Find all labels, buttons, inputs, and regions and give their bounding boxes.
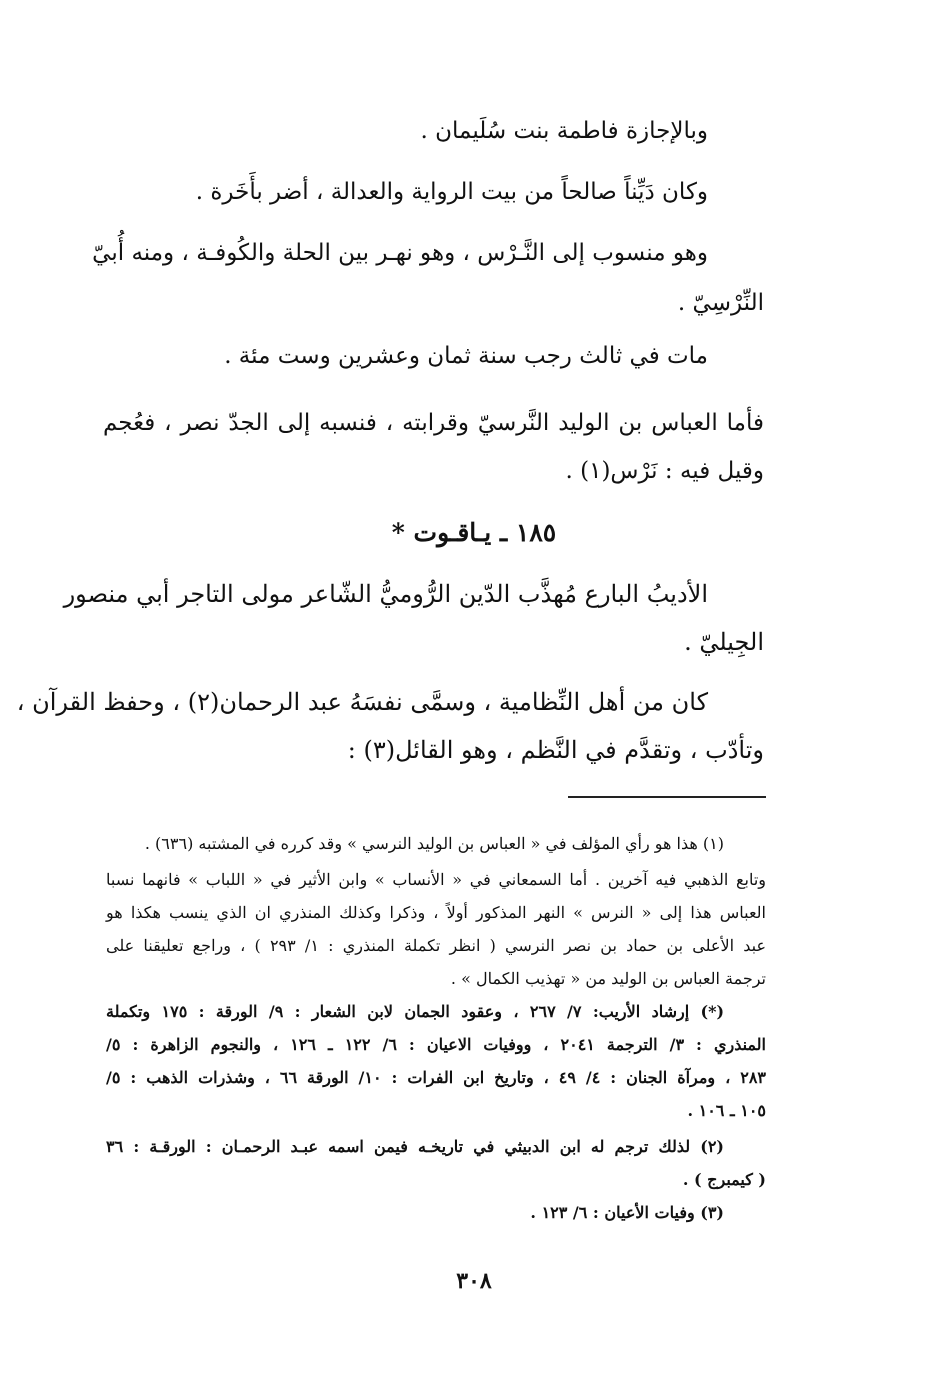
footnote-star-line-1: (*) إرشاد الأريب: ٧/ ٢٦٧ ، وعقود الجمان لابن الشعار : ٩/ الورقة : ١٧٥ وتكملة: [106, 1002, 725, 1021]
body-line-2: وكان دَيِّناً صالحاً من بيت الرواية والعدالة ، أضر بأَخَرة .: [195, 179, 708, 205]
footnote-1-line-3: العباس هذا إلى « النرس » النهر المذكور أولاً ، وذكرا وكذلك المنذري ان الذي ينسب هكذا هو: [106, 903, 766, 922]
footnote-2-line-1: (٢) لذلك ترجم له ابن الدبيثي في تاريخـه فيمن اسمه عبـد الرحمـان : الورقـة : ٣٦: [106, 1137, 724, 1156]
footnote-1-line-4: عبد الأعلى بن حماد بن نصر النرسي ( انظر تكملة المنذري : ١/ ٢٩٣ ) ، وراجع تعليقنا على: [106, 936, 766, 955]
body-line-6: فأما العباس بن الوليد النَّرسيّ وقرابته ، فنسبه إلى الجدّ نصر ، فعُجم: [103, 410, 764, 436]
body-line-11: وتأدّب ، وتقدَّم في النَّظم ، وهو القائل(٣) :: [347, 736, 764, 764]
body-line-3: وهو منسوب إلى النَّـرْس ، وهو نهـر بين الحلة والكُوفـة ، ومنه أُبيّ: [92, 240, 708, 266]
page-number: ٣٠٨: [456, 1268, 492, 1294]
body-line-9: الجِيليّ .: [684, 628, 764, 656]
footnote-star-line-2: المنذري : ٣/ الترجمة ٢٠٤١ ، ووفيات الاعيان : ٦/ ١٢٢ ـ ١٢٦ ، والنجوم الزاهرة : ٥/: [106, 1035, 767, 1054]
body-line-1: وبالإجازة فاطمة بنت سُلَيمان .: [420, 118, 708, 144]
footnote-1-line-5: ترجمة العباس بن الوليد من « تهذيب الكمال » .: [450, 969, 766, 988]
footnote-2-line-2: ( كيمبرج ) .: [682, 1170, 766, 1189]
body-line-4: النِّرْسِيّ .: [677, 290, 764, 316]
entry-heading: ١٨٥ ـ يـاقـوت *: [391, 518, 557, 547]
body-line-5: مات في ثالث رجب سنة ثمان وعشرين وست مئة .: [224, 343, 708, 369]
footnote-1-line-1: (١) هذا هو رأي المؤلف في « العباس بن الوليد النرسي » وقد كرره في المشتبه (٦٣٦) .: [144, 834, 724, 853]
footnote-star-line-3: ٢٨٣ ، ومرآة الجنان : ٤/ ٤٩ ، وتاريخ ابن الفرات : ١٠/ الورقة ٦٦ ، وشذرات الذهب : ٥/: [106, 1068, 766, 1087]
footnote-3-line-1: (٣) وفيات الأعيان : ٦/ ١٢٣ .: [530, 1203, 724, 1222]
body-line-8: الأديبُ البارع مُهذَّب الدّين الرُّوميُّ الشّاعر مولى التاجر أبي منصور: [63, 580, 708, 608]
body-line-7: وقيل فيه : نَرْس(١) .: [565, 458, 764, 484]
body-line-10: كان من أهل النِّظامية ، وسمَّى نفسَهُ عبد الرحمان(٢) ، وحفظ القرآن ،: [16, 688, 708, 716]
footnote-1-line-2: وتابع الذهبي فيه آخرين . أما السمعاني في « الأنساب » وابن الأثير في « اللباب » فانهما نسبا: [106, 870, 766, 889]
footnote-divider: [568, 796, 766, 798]
footnote-star-line-4: ١٠٥ ـ ١٠٦ .: [687, 1101, 766, 1120]
